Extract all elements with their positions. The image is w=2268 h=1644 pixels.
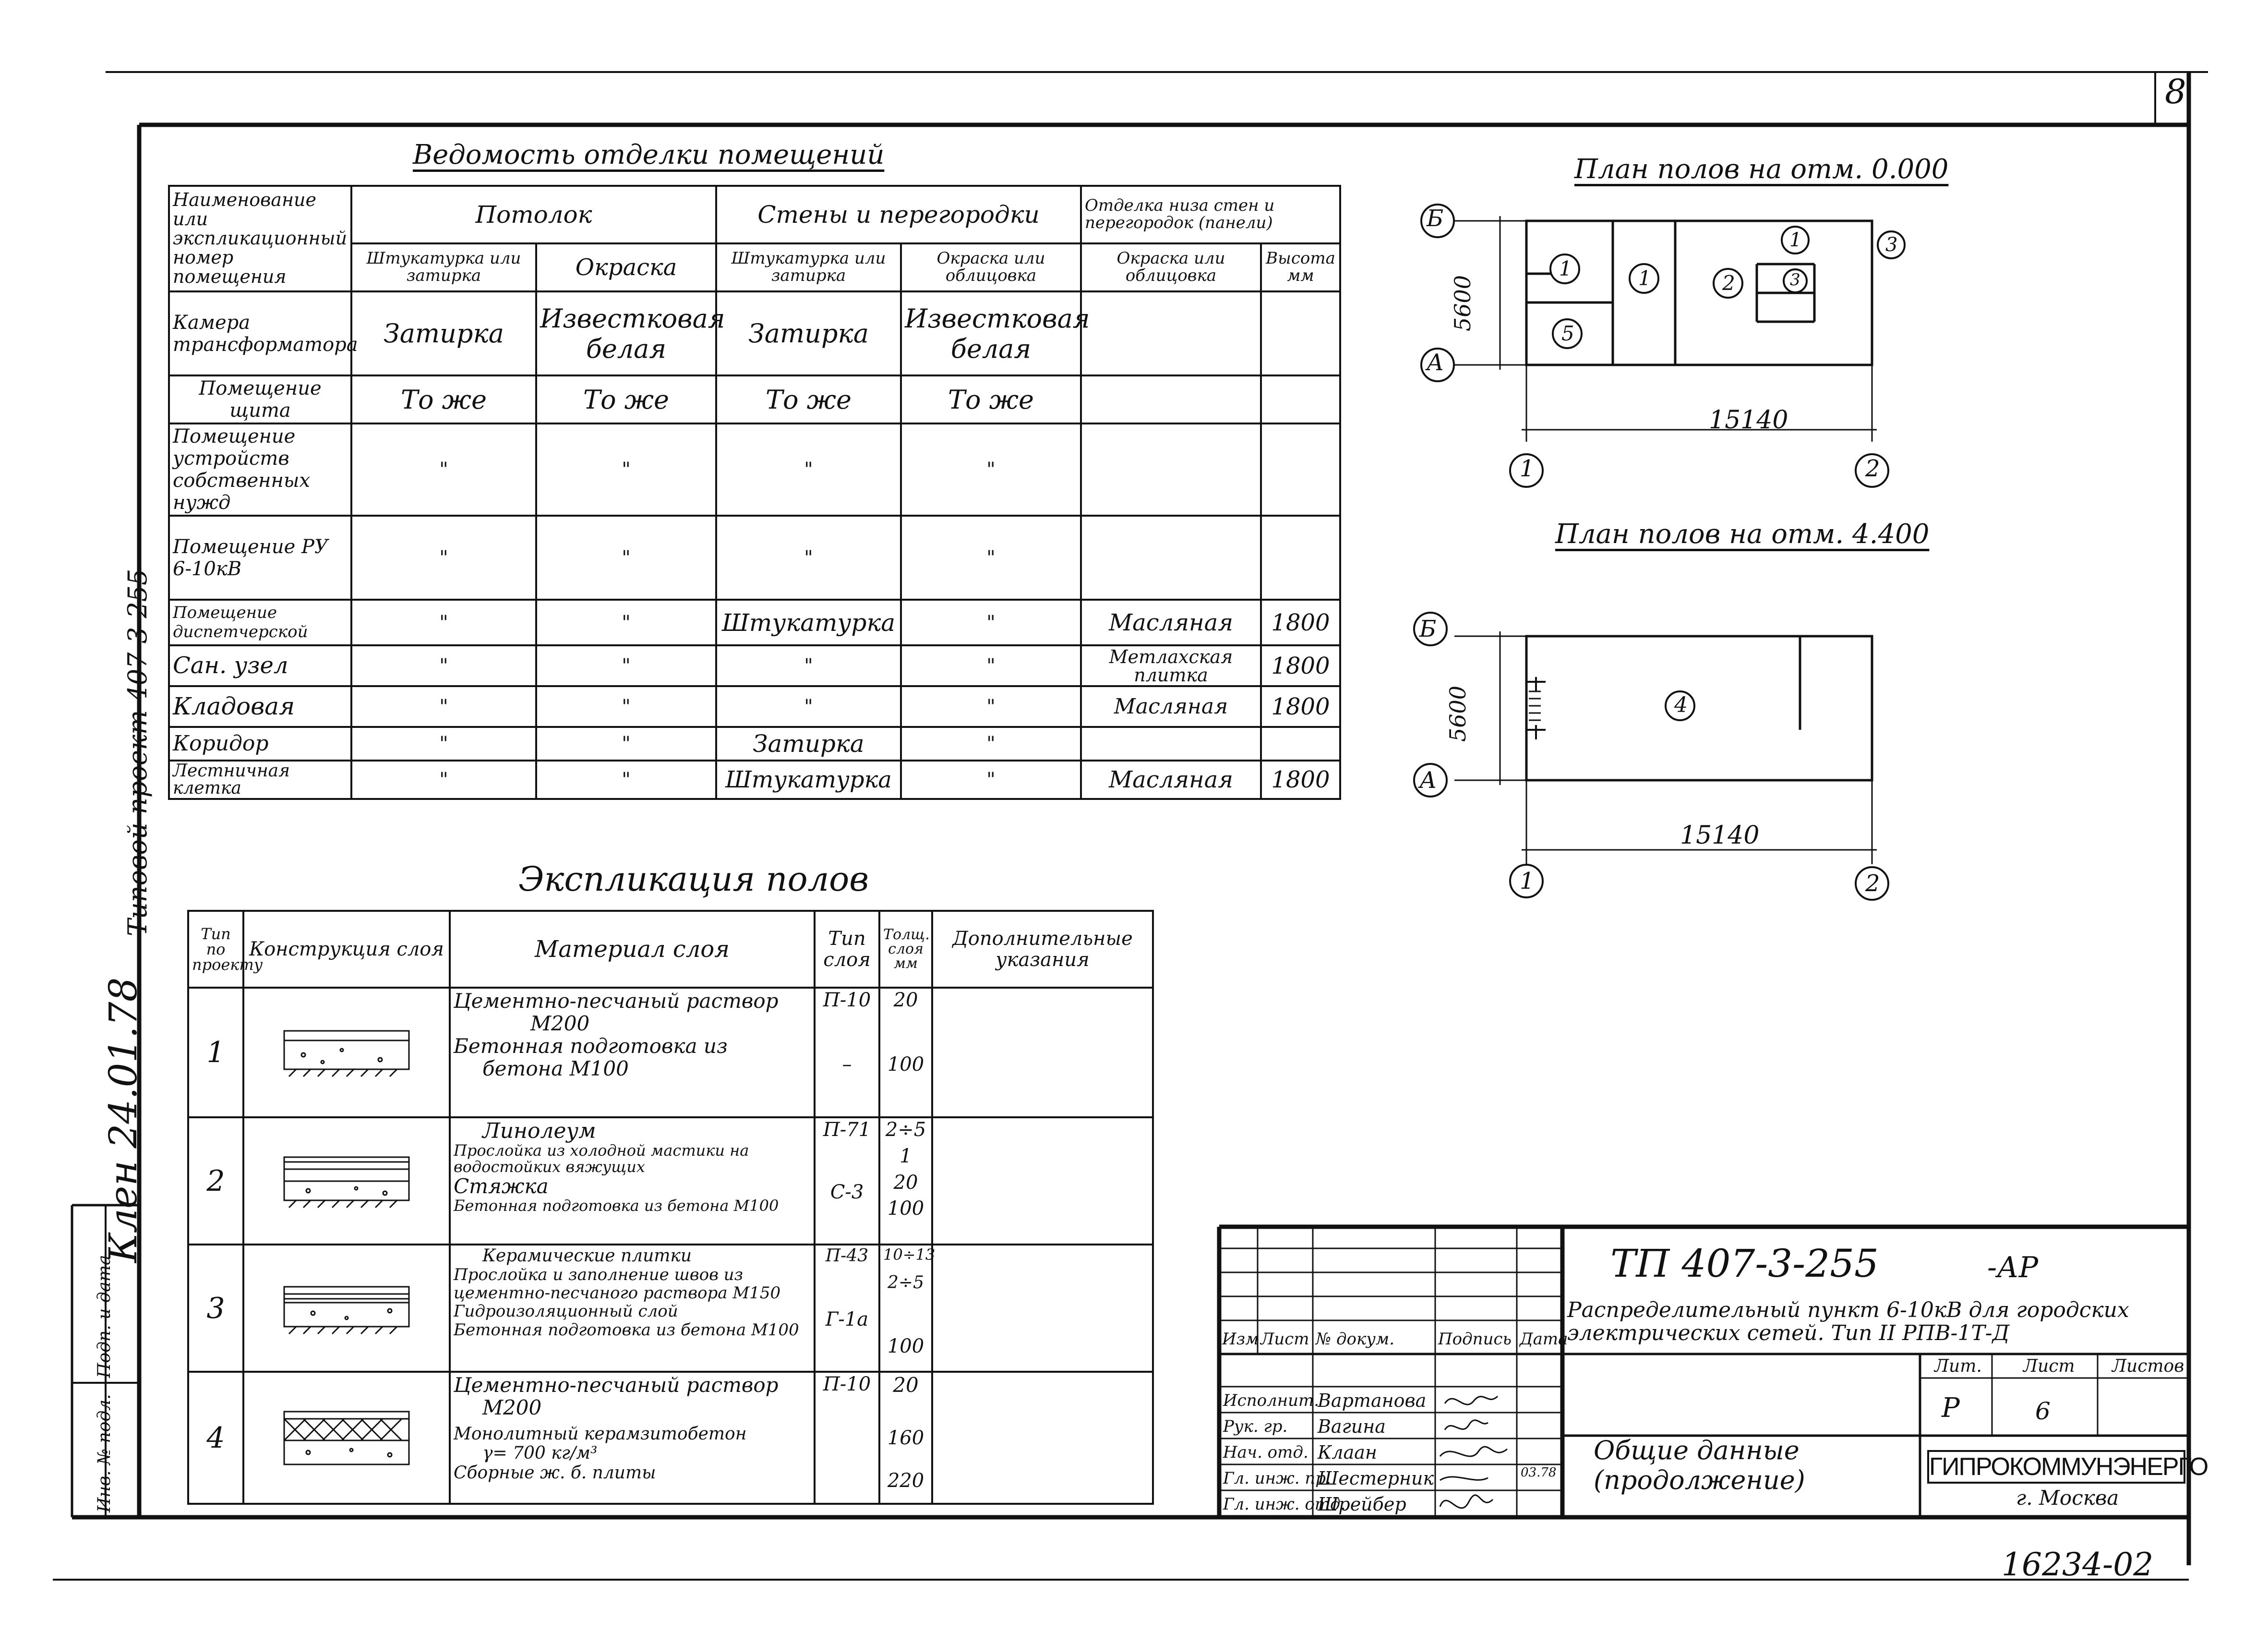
- signature-mark: [1440, 1495, 1493, 1508]
- layer-material: γ= 700 кг/м³: [482, 1443, 598, 1463]
- layer-material: Бетонная подготовка из бетона М100: [454, 1197, 779, 1215]
- layer-material: Прослойка из холодной мастики на водостойких вяжущих: [454, 1141, 749, 1176]
- side-project-label: Типовой проект 407-3-255: [122, 568, 153, 936]
- side-sign-date: Подп. и дата: [95, 1255, 114, 1378]
- cell: Известковая белая: [901, 291, 1081, 375]
- hdr-walls: Стены и перегородки: [716, 186, 1081, 243]
- hdr-lower: Отделка низа стен и перегородок (панели): [1081, 186, 1340, 243]
- room-mark: 5: [1561, 322, 1574, 345]
- room-name: Помещение РУ 6-10кВ: [169, 516, 351, 600]
- cell: Затирка: [716, 291, 901, 375]
- role: Нач. отд.: [1223, 1443, 1308, 1462]
- org-city: г. Москва: [2016, 1486, 2119, 1510]
- layer-thickness: 20: [893, 1373, 919, 1397]
- signature-mark: [1440, 1447, 1507, 1456]
- layer-material: Прослойка и заполнение швов из: [454, 1265, 744, 1285]
- layer-material: Бетонная подготовка из бетона М100: [454, 1320, 799, 1340]
- person-date: 03.78: [1521, 1465, 1557, 1480]
- plan2-axis-a: А: [1419, 767, 1437, 794]
- role: Рук. гр.: [1223, 1417, 1288, 1436]
- layer-material: Керамические плитки: [482, 1246, 692, 1266]
- layer-material: М200: [482, 1396, 542, 1420]
- title-col-headers: [1219, 1325, 1568, 1353]
- hdr-lower-paint: Окраска или облицовка: [1081, 243, 1261, 291]
- layer-thickness: 20: [893, 989, 918, 1011]
- cell: Штукатурка: [716, 600, 901, 645]
- hdr-ceiling: Потолок: [351, 186, 716, 243]
- cell: ": [536, 516, 716, 600]
- cell: 1800: [1261, 645, 1340, 686]
- cell: ": [351, 686, 536, 727]
- layer-material: Бетонная подготовка из: [454, 1034, 728, 1058]
- cell: Известковая белая: [536, 291, 716, 375]
- floor-type-no: 1: [188, 988, 243, 1117]
- cell: То же: [901, 375, 1081, 423]
- cell: Масляная: [1081, 686, 1261, 727]
- layer-type: П-10: [823, 989, 871, 1011]
- org-name: ГИПРОКОММУНЭНЕРГО: [1927, 1450, 2185, 1484]
- cell: Метлахская плитка: [1081, 645, 1261, 686]
- signatures: [1435, 1387, 1517, 1516]
- cell: То же: [716, 375, 901, 423]
- stage-value: Р: [1942, 1392, 1960, 1424]
- layer-thickness: 100: [887, 1197, 924, 1220]
- cell: ": [901, 600, 1081, 645]
- cell: ": [536, 423, 716, 516]
- layer-material: М200: [530, 1012, 590, 1036]
- plan1-axis-b: Б: [1427, 205, 1444, 232]
- cell: ": [351, 600, 536, 645]
- room-name: Сан. узел: [169, 645, 351, 686]
- layer-type: С-3: [830, 1181, 864, 1203]
- hdr-paint: Окраска: [536, 243, 716, 291]
- cell: ": [901, 727, 1081, 761]
- person-name: Вартанова: [1318, 1390, 1427, 1411]
- layer-material: Линолеум: [482, 1119, 596, 1143]
- layer-material: бетона М100: [482, 1057, 629, 1081]
- room-mark: 1: [1789, 229, 1802, 251]
- room-name: Лестничная клетка: [169, 761, 351, 799]
- plan1-dim-h: 15140: [1709, 406, 1788, 435]
- cell: ": [536, 645, 716, 686]
- col-sign: Подпись: [1438, 1330, 1512, 1349]
- side-inv-no: Инв. № подл.: [95, 1394, 114, 1512]
- hdr-height: Высота мм: [1261, 243, 1340, 291]
- plan1-title: План полов на отм. 0.000: [1574, 154, 1949, 185]
- finishes-title: Ведомость отделки помещений: [413, 139, 885, 170]
- room-name: Помещение диспетчерской: [169, 600, 351, 645]
- layer-thickness: 10÷13: [883, 1245, 936, 1264]
- layer-material: Цементно-песчаный раствор: [454, 1373, 779, 1397]
- room-name: Камера трансформатора: [169, 291, 351, 375]
- cell: То же: [536, 375, 716, 423]
- layer-thickness: 2÷5: [885, 1119, 926, 1141]
- plan2-axis-b: Б: [1419, 616, 1437, 642]
- layer-thickness: 2÷5: [888, 1272, 924, 1293]
- plan2-axis-1: 1: [1520, 868, 1535, 895]
- cell: Затирка: [351, 291, 536, 375]
- plan2-axis-2: 2: [1865, 870, 1880, 897]
- cell: Масляная: [1081, 761, 1261, 799]
- layer-type: Г-1а: [825, 1308, 869, 1330]
- layer-type: П-10: [823, 1373, 871, 1395]
- hdr-plaster: Штукатурка или затирка: [351, 243, 536, 291]
- cell: 1800: [1261, 761, 1340, 799]
- layer-material: цементно-песчаного раствора М150: [454, 1283, 781, 1303]
- cell: ": [901, 761, 1081, 799]
- room-name: Кладовая: [169, 686, 351, 727]
- cell: 1800: [1261, 686, 1340, 727]
- role: Гл. инж. отд.: [1223, 1495, 1346, 1514]
- floor-type-no: 4: [188, 1372, 243, 1504]
- plan2-title: План полов на отм. 4.400: [1555, 519, 1930, 550]
- plan1-axis-1: 1: [1520, 455, 1535, 482]
- layer-thickness: 220: [887, 1470, 924, 1492]
- floors-title: Экспликация полов: [518, 859, 869, 899]
- cell: ": [901, 423, 1081, 516]
- col-izm: Изм: [1222, 1330, 1259, 1349]
- col-doc: № докум.: [1316, 1330, 1395, 1349]
- sheets-header: Листов: [2112, 1356, 2184, 1376]
- col-list: Лист: [1260, 1330, 1309, 1349]
- cell: ": [901, 516, 1081, 600]
- cell: ": [901, 686, 1081, 727]
- hdr-room: Наименование или экспликационный номер помещения: [169, 186, 351, 291]
- room-mark: 3: [1885, 234, 1898, 256]
- floor-type-no: 2: [188, 1117, 243, 1245]
- plan1-dim-v: 5600: [1450, 275, 1476, 331]
- hdr-wall-paint: Окраска или облицовка: [901, 243, 1081, 291]
- role: Исполнит.: [1223, 1391, 1320, 1410]
- hdr-notes: Дополнительные указания: [932, 911, 1153, 988]
- layer-thickness: 100: [887, 1053, 924, 1076]
- plan2-dim-v: 5600: [1445, 685, 1471, 742]
- cell: Масляная: [1081, 600, 1261, 645]
- room-name: Помещение щита: [169, 375, 351, 423]
- cell: ": [536, 686, 716, 727]
- cell: ": [351, 761, 536, 799]
- people-names: [1318, 1388, 1434, 1517]
- room-name: Коридор: [169, 727, 351, 761]
- cell: ": [901, 645, 1081, 686]
- cell: ": [351, 516, 536, 600]
- layer-material: Гидроизоляционный слой: [454, 1302, 678, 1321]
- hdr-wall-plaster: Штукатурка или затирка: [716, 243, 901, 291]
- role: Гл. инж. пр.: [1223, 1469, 1331, 1488]
- sheet-name: Общие данные (продолжение): [1594, 1435, 1805, 1496]
- cell: ": [536, 600, 716, 645]
- room-mark: 1: [1638, 266, 1651, 290]
- cell: ": [351, 645, 536, 686]
- layer-type: –: [842, 1053, 852, 1076]
- cell: ": [351, 423, 536, 516]
- col-date: Дата: [1520, 1330, 1568, 1349]
- hdr-construction: Конструкция слоя: [243, 911, 450, 988]
- layer-type: П-43: [825, 1246, 869, 1266]
- person-name: Шестерник: [1318, 1468, 1434, 1489]
- floor-type-no: 3: [188, 1245, 243, 1372]
- layer-thickness: 100: [887, 1335, 924, 1357]
- cell: ": [716, 516, 901, 600]
- hdr-type: Тип по проекту: [188, 911, 243, 988]
- doc-code: ТП 407-3-255: [1610, 1241, 1879, 1286]
- person-name: Шрейбер: [1318, 1494, 1406, 1515]
- cell: То же: [351, 375, 536, 423]
- sheet-header: Лист: [2023, 1356, 2075, 1376]
- signature-mark: [1445, 1396, 1498, 1404]
- layer-type: П-71: [823, 1119, 871, 1141]
- stage-header: Лит.: [1934, 1356, 1982, 1376]
- hdr-material: Материал слоя: [450, 911, 815, 988]
- layer-material: Монолитный керамзитобетон: [454, 1424, 747, 1444]
- cell: 1800: [1261, 600, 1340, 645]
- room-mark: 4: [1674, 693, 1688, 717]
- hdr-thickness: Толщ. слоя мм: [879, 911, 932, 988]
- plan1-axis-2: 2: [1865, 455, 1880, 482]
- person-name: Клаан: [1318, 1442, 1377, 1463]
- doc-suffix: -АР: [1987, 1251, 2039, 1284]
- layer-thickness: 160: [887, 1426, 924, 1449]
- layer-material: Стяжка: [454, 1174, 549, 1198]
- side-signature: Клен 24.01.78: [101, 977, 145, 1263]
- cell: ": [351, 727, 536, 761]
- signature-mark: [1445, 1420, 1488, 1430]
- signature-mark: [1440, 1477, 1488, 1480]
- cell: ": [716, 423, 901, 516]
- cell: ": [716, 645, 901, 686]
- cell: ": [536, 761, 716, 799]
- room-mark: 2: [1722, 271, 1735, 295]
- layer-material: Сборные ж. б. плиты: [454, 1463, 656, 1483]
- room-mark: 1: [1559, 257, 1572, 280]
- layer-material: Цементно-песчаный раствор: [454, 989, 779, 1013]
- plan2-dim-h: 15140: [1680, 821, 1760, 850]
- hdr-layer-type: Тип слоя: [815, 911, 879, 988]
- person-name: Вагина: [1318, 1416, 1386, 1437]
- plan1-axis-a: А: [1427, 349, 1444, 376]
- cell: ": [536, 727, 716, 761]
- cell: Затирка: [716, 727, 901, 761]
- sheet-corner-number: 8: [2165, 72, 2186, 111]
- layer-thickness: 1: [900, 1145, 912, 1167]
- archive-number: 16234-02: [2002, 1546, 2154, 1583]
- doc-description: Распределительный пункт 6-10кВ для городских электрических сетей. Тип II РПВ-1Т-Д: [1567, 1298, 2129, 1346]
- sheet-number: 6: [2035, 1397, 2051, 1425]
- cell: ": [716, 686, 901, 727]
- room-name: Помещение устройств собственных нужд: [169, 423, 351, 516]
- cell: Штукатурка: [716, 761, 901, 799]
- layer-thickness: 20: [893, 1171, 918, 1194]
- room-mark: 3: [1790, 270, 1800, 290]
